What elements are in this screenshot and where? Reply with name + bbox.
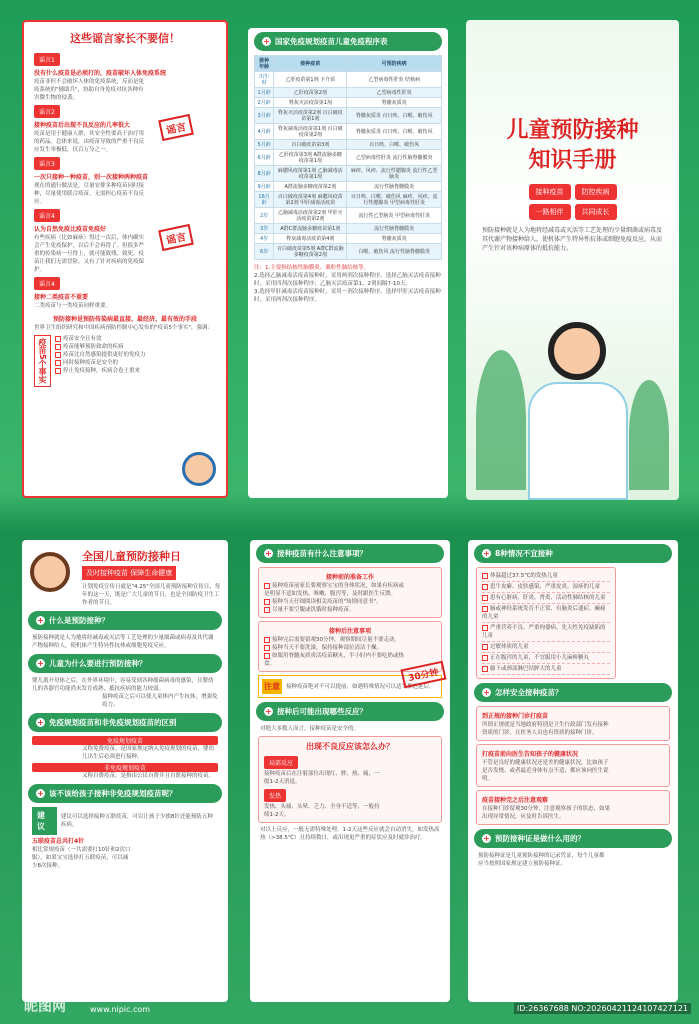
why-text-2: 接种疫苗之后可以使儿童体内产生抗体，增强免疫力。	[102, 694, 218, 708]
nurse-illustration	[182, 452, 216, 486]
table-row	[255, 140, 442, 150]
section-should: + 该不该给孩子接种非免疫规划疫苗呢？	[28, 784, 222, 803]
cover-pill: 防控疾病	[575, 184, 617, 200]
table-cell: 6岁	[255, 244, 274, 260]
table-cell: 百白破疫苗第4剂 麻腮风疫苗第2剂 甲肝减毒活疫苗	[274, 192, 347, 208]
contra-item	[482, 604, 610, 623]
fact-item	[55, 335, 146, 343]
bottom-title: 预防接种是预防传染病最直接、最经济、最有效的手段	[52, 316, 197, 323]
schedule-note: 注：1.主要指结核性脑膜炎、粟粒性肺结核等。	[254, 265, 370, 271]
rumor-list	[24, 50, 226, 310]
post-text: 接种完后需要留观30分钟，观察期间尽量不要走动。	[272, 637, 401, 643]
rumor-text: 现在的通行做法是，尽量安排多种疫苗同时接种，尽量使用联合疫苗，无需担心疫苗不良反应。	[34, 183, 145, 205]
rumor-line: 接种二类疫苗不重要	[34, 294, 89, 301]
section-reactions: + 接种后可能出现哪些反应？	[256, 702, 444, 721]
post-list	[264, 636, 404, 668]
table-cell: 脊髓灰质炎 百日咳、白喉、破伤风	[347, 124, 442, 140]
table-row	[255, 124, 442, 140]
rumor-tag: 谣言1	[34, 53, 60, 66]
b1-text: 所谓正规就是当地政府特别是卫生行政部门发有接种资质的门诊，且医务人员也有资质的接种门诊。	[482, 722, 609, 736]
table-row	[255, 192, 442, 208]
table-row	[255, 182, 442, 192]
checkbox-icon	[55, 336, 61, 342]
five-text: 相比常规疫苗（一共需要打10针和2次口服），如果宝宝选择打五联疫苗，可以减少8次接种。	[32, 847, 131, 869]
table-cell: 3岁	[255, 224, 274, 234]
table-cell: 百白破疫苗第5剂 A群C群流脑多糖疫苗第2剂	[274, 244, 347, 260]
contra-text: 患有心脏病、肝炎、肾炎、活动性肺结核的儿童	[490, 595, 606, 601]
table-cell: 乙肝疫苗第3剂 A群流脑多糖疫苗第1剂	[274, 150, 347, 166]
table-cell: 脊髓灰质炎	[347, 98, 442, 108]
contra-item	[482, 582, 610, 593]
contra-item	[482, 664, 610, 675]
type1-text: 又称免费疫苗，是国家规定纳入免疫规划的疫苗，婴幼儿出生后必须进行接种。	[82, 746, 215, 760]
table-cell: 9月龄	[255, 182, 274, 192]
table-row	[255, 244, 442, 260]
fact-item	[55, 367, 146, 375]
checkbox-icon	[482, 573, 488, 579]
checkbox-icon	[264, 583, 270, 589]
post-item	[264, 644, 404, 652]
suggest-text: 建议可以选择接种五联疫苗，可以让孩子少挨8针还能预防五种疾病。	[60, 814, 213, 828]
rumor-text: 疫苗是用于健康人群，其安全性要高于治疗用的药品。总体来说，由疫苗导致的严重不良反应发生率极低，仅百万分之一。	[34, 131, 145, 153]
schedule-notes	[254, 264, 442, 304]
vaccination-day-panel	[22, 540, 228, 1002]
checkbox-icon	[482, 625, 488, 631]
table-row	[255, 166, 442, 182]
table-cell: 6月龄	[255, 150, 274, 166]
cover-pill: 接种疫苗	[529, 184, 571, 200]
cover-intro: 预防接种就是人为地将经减毒或灭活等工艺处理的少量细菌或病毒及其代谢产物接种给人，使机体产生特异性抗体或细胞免疫反应，从而产生针对该种病原体的抵抗能力。	[482, 227, 663, 252]
contra-text: 过敏体质的儿童	[490, 644, 529, 650]
section-why: + 儿童为什么要进行预防接种？	[28, 654, 222, 673]
contra-text: 腋下或颈部淋巴结肿大的儿童	[490, 666, 562, 672]
table-row	[255, 208, 442, 224]
b2-title: 打疫苗前向医生告知孩子的健康状况	[482, 751, 579, 758]
checkbox-icon	[55, 360, 61, 366]
pre-item	[264, 582, 404, 598]
table-row	[255, 150, 442, 166]
rumor-tag: 谣言3	[34, 157, 60, 170]
pre-text: 接种疫苗前家长要观察宝宝的身体状况，如果有疾病或是明显不适如发热、咳嗽、腹泻等，及时跟医生反馈。	[264, 583, 405, 597]
fact-text: 停止免疫接种，疾病会卷土重来	[63, 368, 141, 374]
table-cell: 乙脑减毒活疫苗第2剂 甲肝灭活疫苗第2剂	[274, 208, 347, 224]
b3-title: 疫苗接种完之后注意观察	[482, 797, 549, 804]
doctor-illustration	[548, 322, 606, 380]
table-header: 接种疫苗	[274, 56, 347, 72]
checkbox-icon	[482, 666, 488, 672]
table-cell: 百白破疫苗第3剂	[274, 140, 347, 150]
facts-label: 疫苗5个事实	[34, 335, 51, 387]
reactions-text: 对绝大多数人而言，接种疫苗是安全的。	[260, 726, 360, 732]
leaf-decoration	[629, 380, 669, 490]
fact-item	[55, 351, 146, 359]
cover-title-2: 知识手册	[528, 148, 617, 173]
day-subtitle: 及时接种疫苗 保障生命健康	[82, 566, 176, 580]
rumor-line: 没有什么疫苗是必须打的，疫苗破坏人体免疫系统	[34, 70, 167, 77]
post-title: 接种后注意事项	[328, 628, 371, 635]
pre-text: 尽量不要空腹或饥饿时接种疫苗。	[272, 607, 355, 613]
nurse-illustration	[30, 552, 70, 592]
checkbox-icon	[264, 653, 270, 659]
table-row	[255, 88, 442, 98]
post-text: 如服用脊髓灰质炎活疫苗糖丸，半小时内不要吃奶或热食。	[264, 653, 405, 667]
thirty-min-stamp: 30分钟	[400, 661, 446, 688]
table-cell: A群流脑多糖疫苗第2剂	[274, 182, 347, 192]
table-cell: 2月龄	[255, 98, 274, 108]
table-cell: 2岁	[255, 208, 274, 224]
table-cell: 流行性脑脊髓膜炎	[347, 182, 442, 192]
checkbox-icon	[482, 644, 488, 650]
cover-title-1: 儿童预防接种	[506, 118, 639, 143]
rumor-text: 疫苗非但不会破坏人体的免疫系统，反而是免疫系统的"辅助兵"，协助自身免疫对抗各种有害微生物的侵袭。	[34, 79, 145, 101]
table-cell: 流行性脑脊髓膜炎	[347, 224, 442, 234]
leaf-decoration	[476, 350, 526, 490]
rumor-line: 接种疫苗后出现不良反应的几率很大	[34, 122, 131, 129]
table-cell: 4月龄	[255, 124, 274, 140]
cover-pill: 共同成长	[575, 204, 617, 220]
section-precautions: + 接种疫苗有什么注意事项？	[256, 544, 444, 563]
doctor-coat	[528, 382, 628, 500]
table-row	[255, 234, 442, 244]
what-is-text: 预防接种就是人为地将经减毒或灭活等工艺处理的少量细菌或病毒及其代谢产物接种给人，使机体产生特异性抗体或细胞免疫反应。	[32, 635, 214, 649]
cover-pill: 一路相伴	[529, 204, 571, 220]
table-cell: 流行性乙型脑炎 甲型病毒性肝炎	[347, 208, 442, 224]
rumor-text: 二类疫苗与一类疫苗同样重要。	[34, 303, 112, 309]
table-header: 接种年龄	[255, 56, 274, 72]
rumors-panel	[22, 20, 228, 498]
rumor-tag: 谣言2	[34, 105, 60, 118]
contra-list	[476, 567, 616, 679]
contra-item	[482, 593, 610, 604]
table-cell: 乙肝疫苗第1剂 卡介苗	[274, 72, 347, 88]
table-cell: 脊灰减毒活疫苗第1剂 百白破疫苗第2剂	[274, 124, 347, 140]
table-cell: 脊髓灰质炎 百日咳、白喉、破伤风	[347, 108, 442, 124]
table-cell: 脊灰灭活疫苗第2剂 百白破疫苗第1剂	[274, 108, 347, 124]
cover-panel	[466, 20, 679, 500]
pre-text: 接种当天仔细阅读相关疫苗的"知情同意书"。	[272, 599, 382, 605]
checkbox-icon	[55, 368, 61, 374]
local-label: 局部反应	[264, 756, 298, 769]
b1-title: 到正规的接种门诊打疫苗	[482, 713, 549, 720]
table-cell: 百日咳、白喉、破伤风 麻疹、风疹、流行性腮腺炎 甲型病毒性肝炎	[347, 192, 442, 208]
local-text: 接种疫苗后在注射部位出现红、肿、热、痛，一般1-2天消退。	[264, 771, 380, 785]
watermark-url: www.nipic.com	[90, 1005, 151, 1014]
section-difference: + 免疫规划疫苗和非免疫规划疫苗的区别	[28, 713, 222, 732]
type2-text: 又称自费疫苗，是指由公民自费并且自愿接种的疫苗。	[82, 773, 215, 779]
fact-text: 疫苗比自然感染提供更好的免疫力	[63, 352, 146, 358]
checkbox-icon	[55, 344, 61, 350]
rumor-stamp: 谣言	[158, 114, 194, 141]
schedule-note: 3.选择甲肝减毒活疫苗接种时，采用一剂次接种程序。选择甲肝灭活疫苗接种时，采用两剂次接种程序。	[254, 289, 441, 303]
contra-text: 正在腹泻的儿童，不宜服用小儿麻痹糖丸	[490, 655, 590, 661]
contra-item	[482, 623, 610, 642]
bad-title: 出现不良反应该怎么办？	[306, 742, 394, 751]
table-cell: 百日咳、白喉、破伤风	[347, 140, 442, 150]
table-row	[255, 98, 442, 108]
section-safe: + 怎样安全接种疫苗？	[474, 683, 672, 702]
attention-text: 接种疫苗绝对不可以提前，如遇特殊情况可以适当推迟延后。	[286, 683, 435, 690]
table-cell: 8月龄	[255, 166, 274, 182]
b3-text: 在接种门诊留观30分钟，注意观察孩子的状态，如果出现异常情况，应及时告诉医生。	[482, 806, 611, 820]
table-cell: 1月龄	[255, 88, 274, 98]
pre-item	[264, 598, 404, 606]
table-cell: 3月龄	[255, 108, 274, 124]
checkbox-icon	[482, 584, 488, 590]
table-cell: 乙型病毒性肝炎	[347, 88, 442, 98]
type1-label: 免疫规划疫苗	[32, 736, 218, 745]
rumors-title: 这些谣言家长不要信！	[70, 32, 180, 45]
table-cell: 乙型病毒性肝炎 结核病	[347, 72, 442, 88]
fever-label: 发热	[264, 789, 286, 802]
table-cell: 脊灰减毒活疫苗第4剂	[274, 234, 347, 244]
contra-text: 脑或神经系统发育不正常、有脑炎后遗症、癫痫的儿童	[482, 606, 606, 620]
post-text: 接种当天不要洗澡，保持接种部位清洁干燥。	[272, 645, 383, 651]
post-item	[264, 652, 404, 668]
checkbox-icon	[264, 607, 270, 613]
table-cell: A群C群流脑多糖疫苗第1剂	[274, 224, 347, 234]
table-cell: 乙肝疫苗第2剂	[274, 88, 347, 98]
rumor-line: 认为自然免疫比疫苗免疫好	[34, 226, 107, 233]
pre-list	[264, 582, 404, 614]
fever-text: 发热、头痛、头晕、乏力、全身不适等，一般持续1-2天。	[264, 804, 380, 818]
contra-text: 体温超过37.5℃的发热儿童	[490, 573, 558, 579]
end-text: 对以上反应，一般无需特殊处理。1-2天这些反应就会自动消失。如发热高热（>38.5℃）且持续数日，或出现更严重的症状应及时就诊治疗。	[260, 827, 440, 841]
fact-text: 疫苗能够预防致命的疾病	[63, 344, 124, 350]
day-title: 全国儿童预防接种日	[82, 550, 181, 563]
table-cell: 5月龄	[255, 140, 274, 150]
attention-label: 注意	[262, 679, 282, 694]
table-cell: 乙型病毒性肝炎 流行性脑脊髓膜炎	[347, 150, 442, 166]
day-intro: 计划免疫宣传日就是"4.25"全国儿童预防接种宣传日，每年的这一天，既是广大儿童的节日，也是全国防疫卫生工作者的节日。	[82, 584, 221, 606]
fact-item	[55, 343, 146, 351]
contra-item	[482, 653, 610, 664]
checkbox-icon	[482, 606, 488, 612]
contra-text: 严重营养不良、严重佝偻病、先天性免疫缺陷的儿童	[482, 625, 606, 639]
fact-item	[55, 359, 146, 367]
rumor-text: 有些疾病（比如麻疹）得过一次后，体内确实会产生免疫保护，以后不会再得了。但很多严重的传染病一旦得上，就可能致残、致死，疫苗让我们无需冒险，又有了针对疾病的免疫保护。	[34, 235, 145, 273]
checkbox-icon	[264, 599, 270, 605]
contra-item	[482, 642, 610, 653]
b2-text: 不管是良好的健康状况还是差的健康状况，比如孩子是否发烧、或者最近身体有点不适，都应该向医生说明。	[482, 760, 609, 782]
precautions-panel	[250, 540, 450, 1002]
type2-label: 非免疫规划疫苗	[32, 763, 218, 772]
table-cell: 出生时	[255, 72, 274, 88]
watermark-logo: 昵图网	[24, 999, 66, 1015]
fact-text: 同时接种疫苗是安全的	[63, 360, 119, 366]
section-cert: + 预防接种证是做什么用的？	[474, 829, 672, 848]
table-cell: 麻腮风疫苗第1剂 乙脑减毒活疫苗第1剂	[274, 166, 347, 182]
table-cell: 麻疹、风疹、流行性腮腺炎 流行性乙型脑炎	[347, 166, 442, 182]
table-row	[255, 224, 442, 234]
checkbox-icon	[264, 645, 270, 651]
bottom-text: 世界卫生组织研究和中国疾病预防控制中心发布的"疫苗5个事实"，强调：	[34, 325, 214, 331]
section-what-is: + 什么是预防接种？	[28, 611, 222, 630]
table-cell: 4岁	[255, 234, 274, 244]
why-text: 婴儿离开母体之后，在外界环境中，容易受到各种细菌病毒的感染，且婴幼儿的各器官功能尚未发育成熟，抵抗疾病的能力较弱。	[32, 678, 214, 692]
pre-title: 接种前的准备工作	[325, 574, 374, 581]
schedule-title: + 国家免疫规划疫苗儿童免疫程序表	[254, 32, 442, 51]
cover-pills	[466, 182, 679, 222]
checkbox-icon	[264, 637, 270, 643]
schedule-note: 2.选择乙脑减毒活疫苗接种时，采用两剂次接种程序。选择乙脑灭活疫苗接种时，采用四剂次接种程序；乙脑灭活疫苗第1、2剂间隔7-10天。	[254, 273, 441, 287]
section-eight: + 8种情况不宜接种	[474, 544, 672, 563]
checkbox-icon	[482, 655, 488, 661]
table-row	[255, 108, 442, 124]
contra-item	[482, 571, 610, 582]
table-row	[255, 72, 442, 88]
fact-text: 疫苗安全且有效	[63, 336, 102, 342]
table-cell: 白喉、破伤风 流行性脑脊髓膜炎	[347, 244, 442, 260]
table-cell: 脊髓灰质炎	[347, 234, 442, 244]
table-cell: 脊灰灭活疫苗第1剂	[274, 98, 347, 108]
schedule-panel	[248, 28, 448, 498]
rumor-line: 一次只接种一种疫苗，别一次接种两种疫苗	[34, 174, 149, 181]
table-header: 可预防疾病	[347, 56, 442, 72]
schedule-table	[254, 55, 442, 260]
rumor-stamp: 谣言	[158, 224, 194, 251]
pre-item	[264, 606, 404, 614]
checkbox-icon	[482, 595, 488, 601]
suggest-label: 建议	[32, 807, 57, 835]
checkbox-icon	[55, 352, 61, 358]
post-item	[264, 636, 404, 644]
table-cell: 18月龄	[255, 192, 274, 208]
cert-text: 预防接种证是儿童预防接种的记录凭证，每个儿童都应当按照国家规定建立预防接种证。	[478, 853, 605, 867]
fact-list	[55, 335, 146, 387]
contraindications-panel	[468, 540, 678, 1002]
rumor-tag: 谣言4	[34, 277, 60, 290]
contra-text: 患牛皮癣、皮肤感染、严重皮炎、湿疹的儿童	[490, 584, 601, 590]
five-title: 五联疫苗总共打4针	[32, 838, 85, 845]
rumor-tag: 谣言4	[34, 209, 60, 222]
watermark-id: ID:26367688 NO:20260421124107427121	[514, 1003, 691, 1014]
